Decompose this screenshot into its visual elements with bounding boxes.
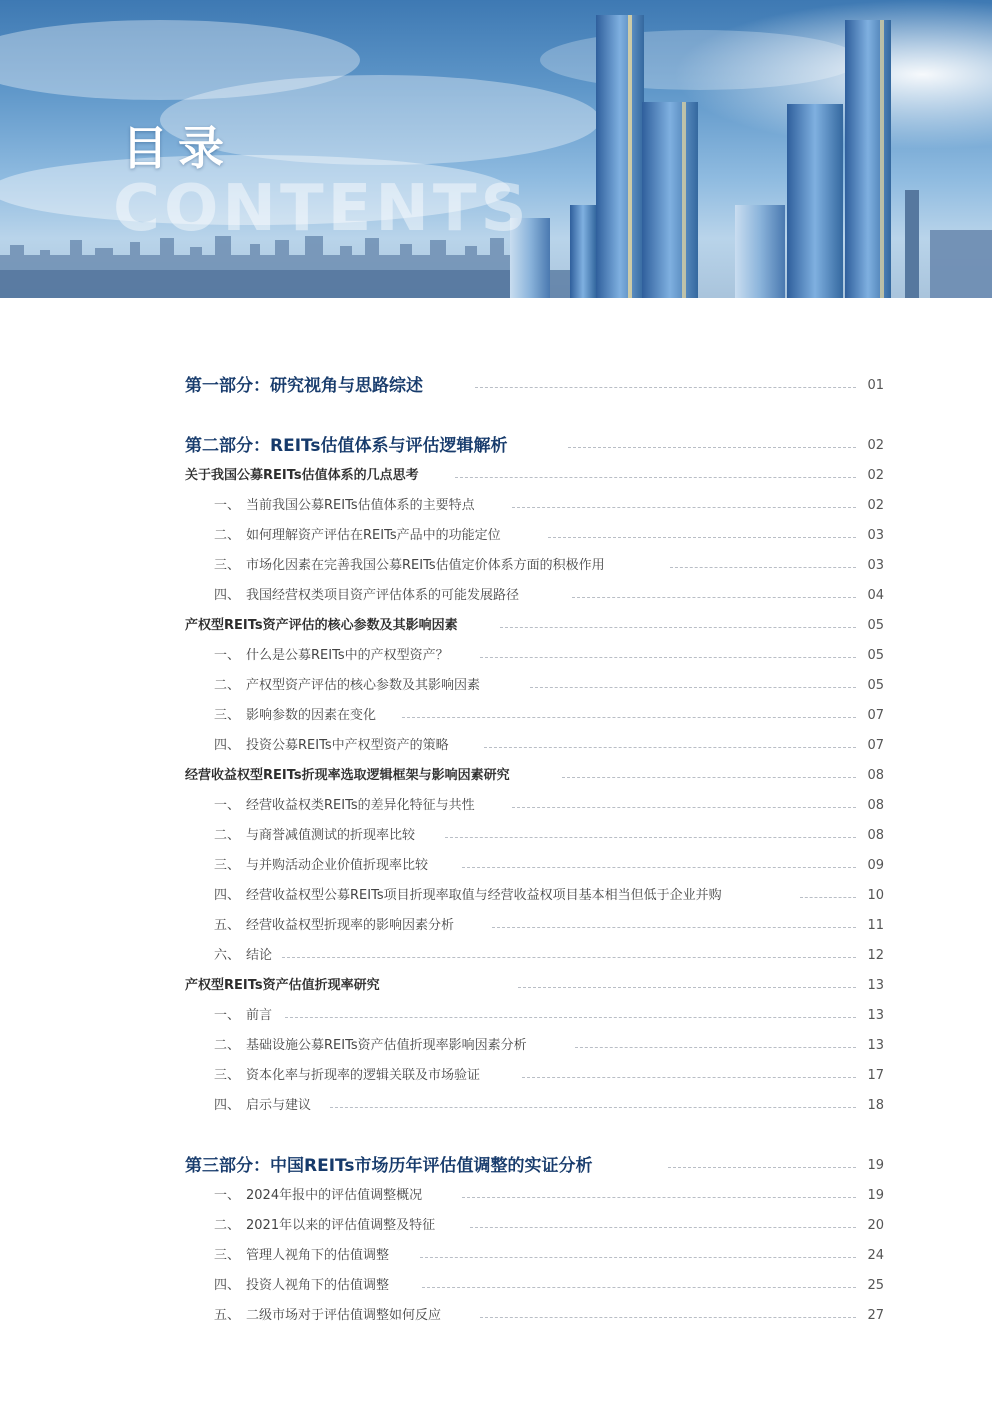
- toc-section-entry[interactable]: [0, 493, 992, 519]
- page-subtitle: CONTENTS: [113, 172, 531, 246]
- toc-entry-number: 二、: [214, 828, 241, 843]
- toc-section-entry[interactable]: [0, 793, 992, 819]
- toc-page-number: 07: [867, 738, 884, 753]
- toc-page-number: 01: [867, 378, 884, 393]
- toc-leader-dots: [530, 687, 856, 688]
- toc-entry-number: 四、: [214, 888, 241, 903]
- toc-entry-title: [214, 853, 432, 879]
- toc-entry-text: 启示与建议: [246, 1098, 312, 1113]
- toc-leader-dots: [800, 897, 856, 898]
- toc-entry-number: 四、: [214, 588, 241, 603]
- toc-leader-dots: [512, 507, 856, 508]
- toc-entry-text: 什么是公募REITs中的产权型资产？: [246, 648, 449, 663]
- toc-page-number: 18: [867, 1098, 884, 1113]
- toc-leader-dots: [568, 447, 856, 448]
- toc-section-entry[interactable]: [0, 1303, 992, 1329]
- toc-entry-number: 五、: [214, 918, 241, 933]
- toc-entry-text: 产权型REITs资产估值折现率研究: [185, 978, 380, 993]
- toc-entry-title: [214, 883, 726, 909]
- toc-entry-text: 第三部分：中国REITs市场历年评估值调整的实证分析: [185, 1156, 593, 1176]
- toc-entry-text: 经营收益权型折现率的影响因素分析: [246, 918, 455, 933]
- toc-page-number: 12: [867, 948, 884, 963]
- toc-entry-text: 影响参数的因素在变化: [246, 708, 377, 723]
- toc-section-entry[interactable]: [0, 523, 992, 549]
- toc-entry-title: [185, 763, 514, 789]
- toc-entry-text: 与商誉减值测试的折现率比较: [246, 828, 416, 843]
- toc-entry-title: [214, 1063, 484, 1089]
- toc-entry-number: 三、: [214, 558, 241, 573]
- toc-entry-title: [214, 1213, 439, 1239]
- toc-entry-title: [214, 643, 453, 669]
- toc-entry-text: 当前我国公募REITs估值体系的主要特点: [246, 498, 475, 513]
- toc-entry-title: [185, 433, 512, 459]
- toc-entry-number: 三、: [214, 1248, 241, 1263]
- toc-entry-number: 一、: [214, 798, 241, 813]
- toc-leader-dots: [668, 1167, 856, 1168]
- toc-section-entry[interactable]: [0, 1183, 992, 1209]
- toc-page-number: 04: [867, 588, 884, 603]
- toc-section-entry[interactable]: [0, 1213, 992, 1239]
- toc-leader-dots: [470, 1227, 856, 1228]
- toc-entry-title: [185, 973, 384, 999]
- toc-entry-number: 一、: [214, 648, 241, 663]
- toc-entry-title: [214, 1093, 315, 1119]
- toc-entry-number: 一、: [214, 1188, 241, 1203]
- toc-leader-dots: [285, 1017, 856, 1018]
- toc-entry-title: [214, 823, 419, 849]
- page-title: 目录: [122, 121, 234, 175]
- toc-entry-number: 二、: [214, 1218, 241, 1233]
- toc-entry-title: [185, 463, 423, 489]
- toc-entry-text: 我国经营权类项目资产评估体系的可能发展路径: [246, 588, 520, 603]
- toc-page-number: 05: [867, 618, 884, 633]
- toc-entry-title: [214, 583, 523, 609]
- toc-entry-text: 第一部分：研究视角与思路综述: [185, 376, 423, 396]
- toc-entry-text: 第二部分：REITs估值体系与评估逻辑解析: [185, 436, 508, 456]
- toc-section-entry[interactable]: [0, 1243, 992, 1269]
- toc-entry-title: [214, 1033, 531, 1059]
- toc-page-number: 08: [867, 828, 884, 843]
- toc-entry-title: [214, 1003, 276, 1029]
- toc-leader-dots: [575, 1047, 856, 1048]
- toc-page-number: 09: [867, 858, 884, 873]
- toc-page-number: 08: [867, 798, 884, 813]
- toc-entry-text: 前言: [246, 1008, 273, 1023]
- toc-page-number: 02: [867, 438, 884, 453]
- toc-page-number: 24: [867, 1248, 884, 1263]
- toc-page-number: 10: [867, 888, 884, 903]
- toc-part-heading[interactable]: [0, 433, 992, 459]
- toc-entry-number: 三、: [214, 858, 241, 873]
- toc-page-number: 19: [867, 1158, 884, 1173]
- toc-leader-dots: [500, 627, 856, 628]
- toc-page-number: 17: [867, 1068, 884, 1083]
- toc-leader-dots: [572, 597, 856, 598]
- toc-chapter-entry[interactable]: [0, 763, 992, 789]
- toc-page-number: 02: [867, 498, 884, 513]
- toc-page-number: 08: [867, 768, 884, 783]
- toc-entry-number: 一、: [214, 1008, 241, 1023]
- toc-leader-dots: [562, 777, 856, 778]
- toc-part-heading[interactable]: [0, 1153, 992, 1179]
- toc-leader-dots: [420, 1257, 856, 1258]
- toc-leader-dots: [462, 1197, 856, 1198]
- toc-section-entry[interactable]: [0, 883, 992, 909]
- toc-entry-text: 2021年以来的评估值调整及特征: [246, 1218, 436, 1233]
- toc-entry-text: 经营收益权型REITs折现率选取逻辑框架与影响因素研究: [185, 768, 510, 783]
- toc-entry-number: 四、: [214, 1098, 241, 1113]
- toc-section-entry[interactable]: [0, 853, 992, 879]
- toc-entry-number: 三、: [214, 1068, 241, 1083]
- toc-leader-dots: [445, 837, 856, 838]
- toc-entry-title: [214, 913, 458, 939]
- toc-entry-text: 投资人视角下的估值调整: [246, 1278, 390, 1293]
- toc-section-entry[interactable]: [0, 673, 992, 699]
- toc-chapter-entry[interactable]: [0, 973, 992, 999]
- toc-entry-text: 关于我国公募REITs估值体系的几点思考: [185, 468, 419, 483]
- toc-page-number: 03: [867, 528, 884, 543]
- toc-section-entry[interactable]: [0, 913, 992, 939]
- toc-entry-number: 一、: [214, 498, 241, 513]
- toc-entry-title: [214, 1273, 393, 1299]
- toc-entry-text: 投资公募REITs中产权型资产的策略: [246, 738, 449, 753]
- toc-section-entry[interactable]: [0, 823, 992, 849]
- toc-entry-title: [214, 493, 479, 519]
- toc-entry-text: 产权型资产评估的核心参数及其影响因素: [246, 678, 481, 693]
- toc-entry-number: 三、: [214, 708, 241, 723]
- toc-entry-text: 经营收益权型公募REITs项目折现率取值与经营收益权项目基本相当但低于企业并购: [246, 888, 722, 903]
- toc-page-number: 02: [867, 468, 884, 483]
- toc-part-heading[interactable]: [0, 373, 992, 399]
- toc-entry-text: 2024年报中的评估值调整概况: [246, 1188, 423, 1203]
- toc-entry-number: 五、: [214, 1308, 241, 1323]
- toc-entry-text: 与并购活动企业价值折现率比较: [246, 858, 429, 873]
- toc-leader-dots: [480, 1317, 856, 1318]
- toc-section-entry[interactable]: [0, 1063, 992, 1089]
- toc-chapter-entry[interactable]: [0, 463, 992, 489]
- toc-leader-dots: [480, 657, 856, 658]
- toc-entry-text: 如何理解资产评估在REITs产品中的功能定位: [246, 528, 501, 543]
- toc-entry-text: 经营收益权类REITs的差异化特征与共性: [246, 798, 475, 813]
- toc-entry-title: [214, 703, 380, 729]
- toc-leader-dots: [548, 537, 856, 538]
- toc-entry-title: [214, 1243, 393, 1269]
- toc-section-entry[interactable]: [0, 703, 992, 729]
- toc-page-number: 13: [867, 1038, 884, 1053]
- toc-section-entry[interactable]: [0, 733, 992, 759]
- toc-page-number: 25: [867, 1278, 884, 1293]
- toc-page-number: 27: [867, 1308, 884, 1323]
- toc-leader-dots: [422, 1287, 856, 1288]
- toc-entry-text: 基础设施公募REITs资产估值折现率影响因素分析: [246, 1038, 527, 1053]
- toc-leader-dots: [518, 987, 856, 988]
- toc-leader-dots: [475, 387, 856, 388]
- toc-section-entry[interactable]: [0, 1273, 992, 1299]
- toc-leader-dots: [282, 957, 856, 958]
- toc-leader-dots: [670, 567, 856, 568]
- toc-entry-number: 二、: [214, 678, 241, 693]
- toc-leader-dots: [402, 717, 856, 718]
- toc-entry-number: 二、: [214, 528, 241, 543]
- toc-entry-title: [185, 373, 427, 399]
- toc-page-number: 05: [867, 648, 884, 663]
- toc-page-number: 05: [867, 678, 884, 693]
- toc-page-number: 20: [867, 1218, 884, 1233]
- toc-entry-number: 四、: [214, 1278, 241, 1293]
- toc-leader-dots: [330, 1107, 856, 1108]
- toc-entry-title: [214, 673, 484, 699]
- toc-entry-title: [214, 1183, 426, 1209]
- toc-entry-title: [214, 793, 479, 819]
- toc-leader-dots: [522, 1077, 856, 1078]
- toc-entry-title: [214, 553, 609, 579]
- toc-entry-title: [185, 1153, 596, 1179]
- toc-leader-dots: [484, 747, 856, 748]
- toc-entry-text: 二级市场对于评估值调整如何反应: [246, 1308, 442, 1323]
- toc-entry-title: [185, 613, 462, 639]
- toc-entry-number: 六、: [214, 948, 241, 963]
- toc-page-number: 13: [867, 1008, 884, 1023]
- toc-page-number: 13: [867, 978, 884, 993]
- toc-entry-text: 资本化率与折现率的逻辑关联及市场验证: [246, 1068, 481, 1083]
- toc-entry-number: 四、: [214, 738, 241, 753]
- toc-section-entry[interactable]: [0, 943, 992, 969]
- toc-entry-text: 产权型REITs资产评估的核心参数及其影响因素: [185, 618, 458, 633]
- toc-page-number: 07: [867, 708, 884, 723]
- toc-leader-dots: [455, 477, 856, 478]
- toc-section-entry[interactable]: [0, 1033, 992, 1059]
- toc-section-entry[interactable]: [0, 1093, 992, 1119]
- toc-entry-text: 市场化因素在完善我国公募REITs估值定价体系方面的积极作用: [246, 558, 605, 573]
- toc-leader-dots: [462, 867, 856, 868]
- toc-entry-title: [214, 943, 276, 969]
- toc-entry-text: 结论: [246, 948, 273, 963]
- toc-entry-number: 二、: [214, 1038, 241, 1053]
- toc-chapter-entry[interactable]: [0, 613, 992, 639]
- toc-leader-dots: [512, 807, 856, 808]
- toc-page-number: 11: [867, 918, 884, 933]
- toc-entry-title: [214, 733, 453, 759]
- toc-page-number: 19: [867, 1188, 884, 1203]
- toc-section-entry[interactable]: [0, 643, 992, 669]
- toc-section-entry[interactable]: [0, 583, 992, 609]
- toc-entry-text: 管理人视角下的估值调整: [246, 1248, 390, 1263]
- toc-leader-dots: [492, 927, 856, 928]
- toc-section-entry[interactable]: [0, 1003, 992, 1029]
- toc-entry-title: [214, 1303, 445, 1329]
- toc-page-number: 03: [867, 558, 884, 573]
- toc-section-entry[interactable]: [0, 553, 992, 579]
- toc-entry-title: [214, 523, 505, 549]
